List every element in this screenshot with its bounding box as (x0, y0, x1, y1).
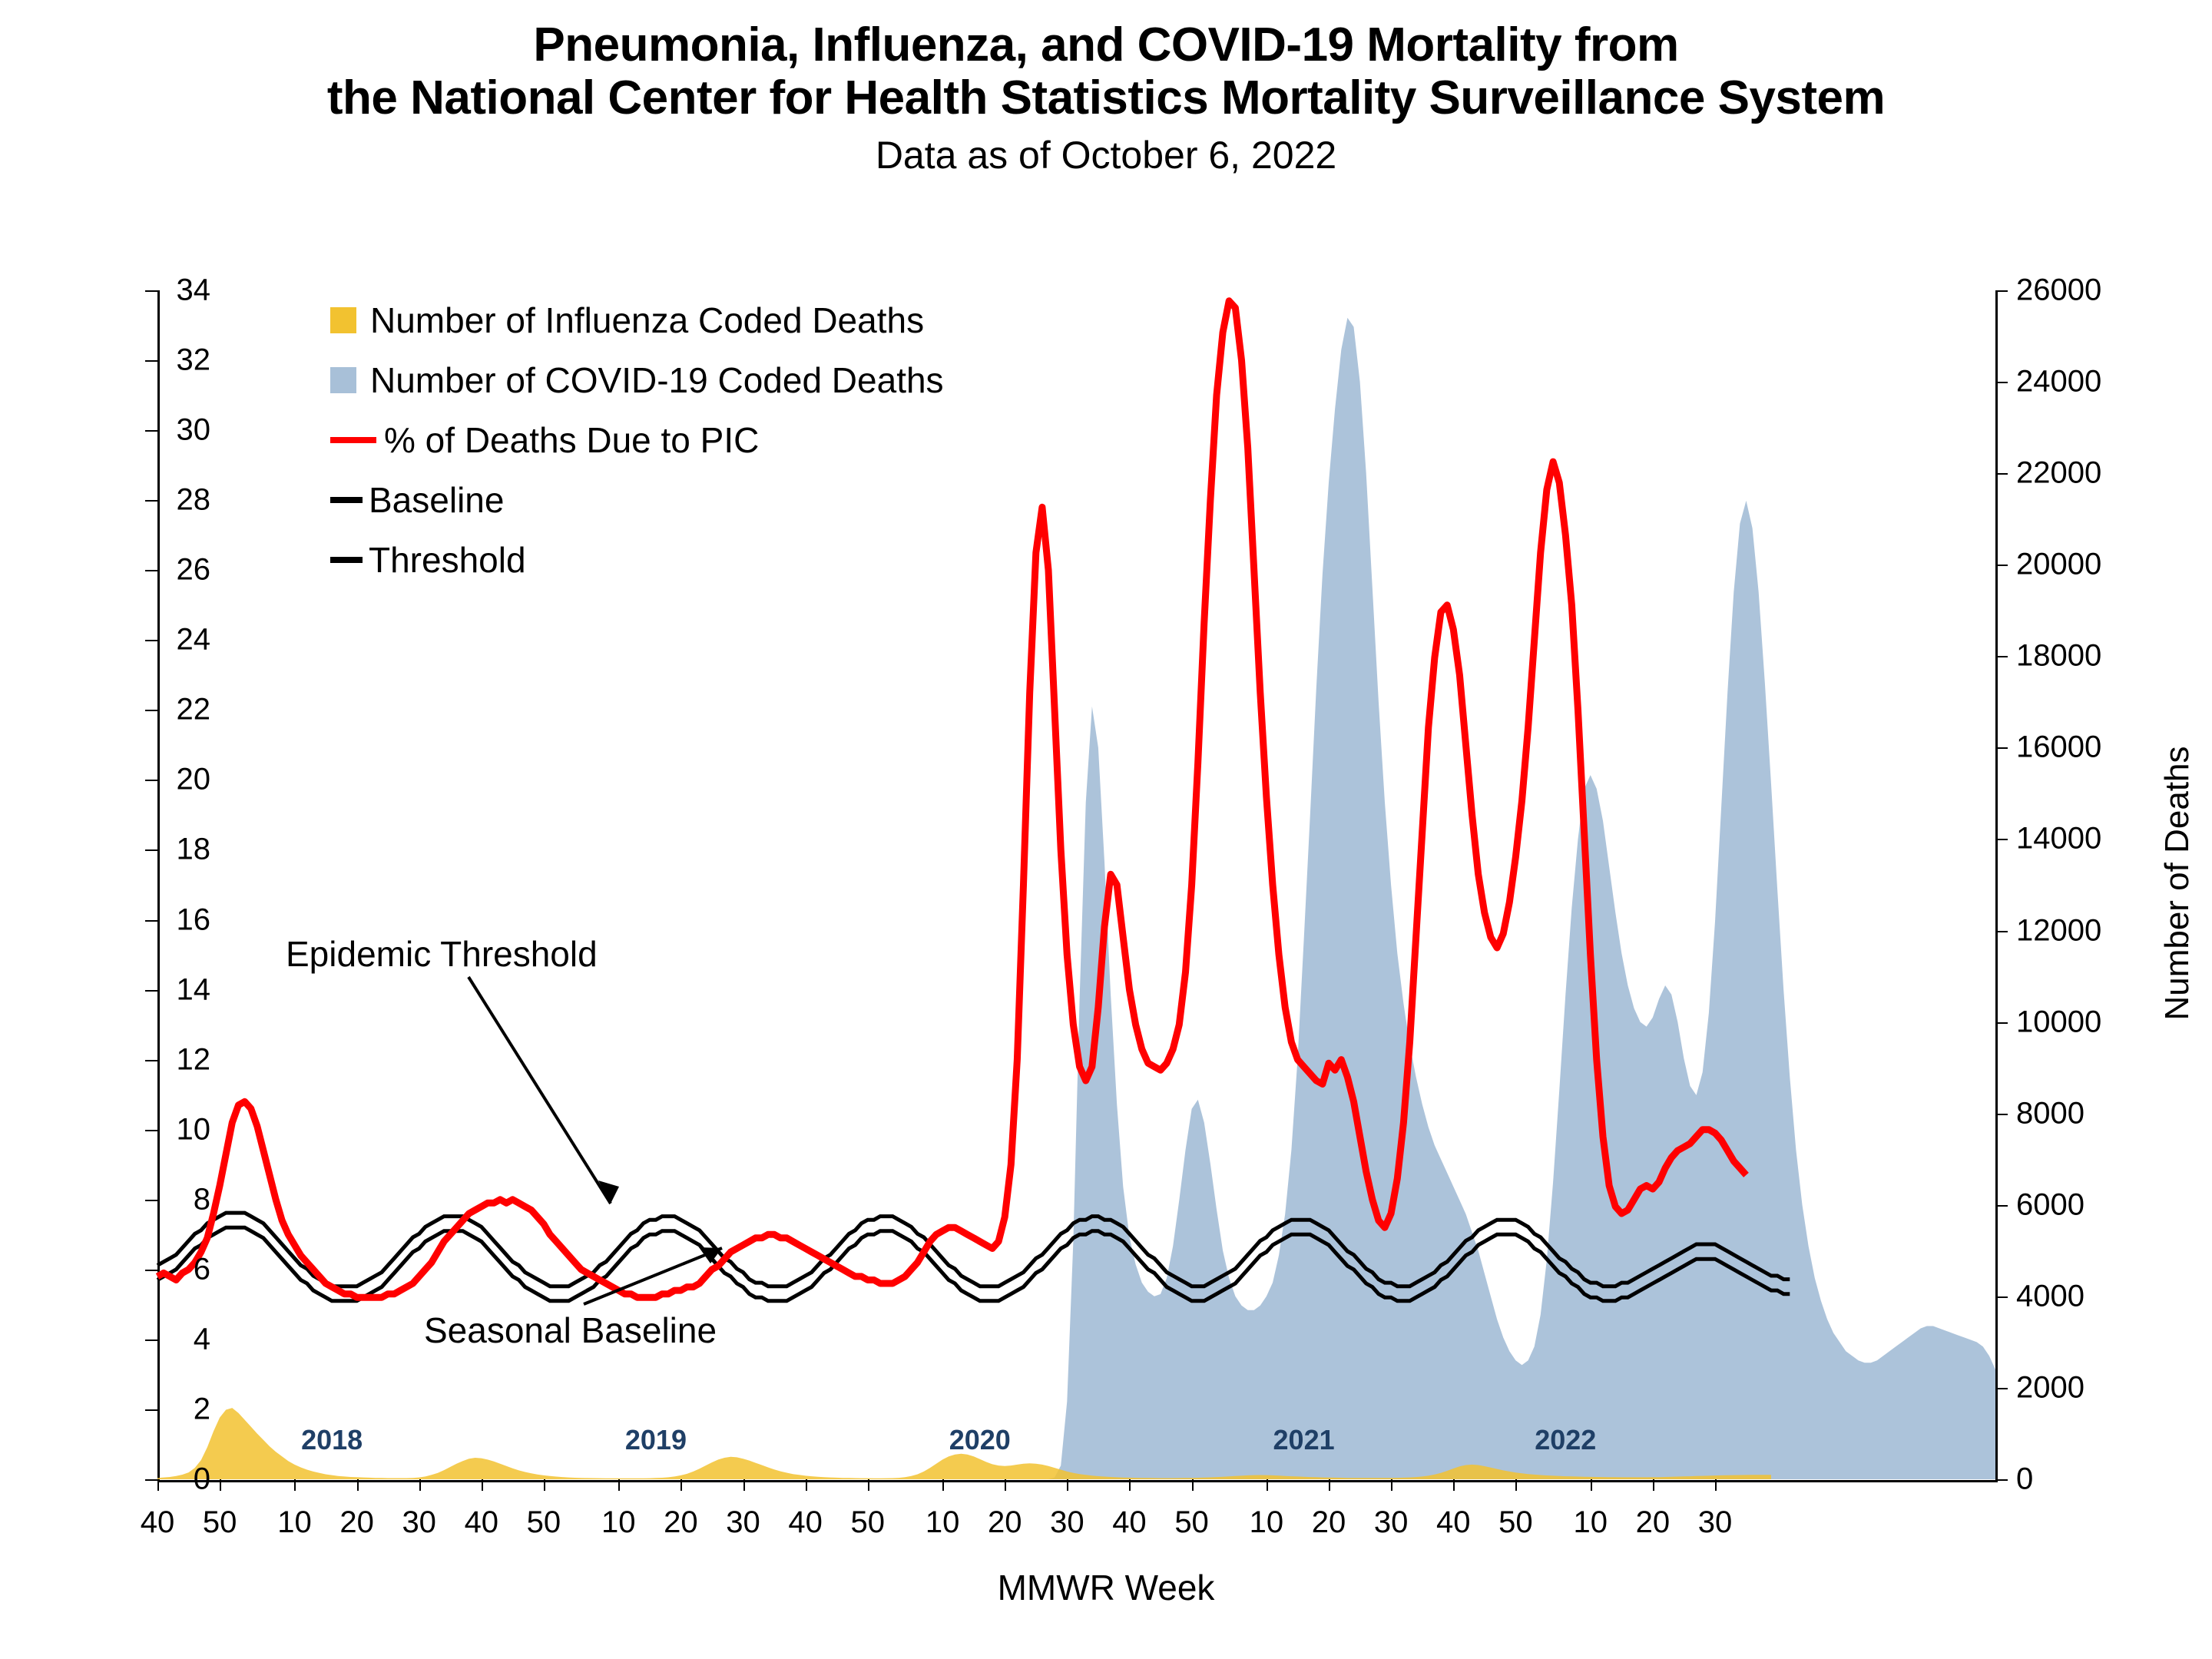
y-tick (145, 1479, 157, 1481)
x-tick-label: 30 (1373, 1505, 1409, 1539)
x-tick-label: 40 (1112, 1505, 1147, 1539)
x-tick-label: 10 (601, 1505, 636, 1539)
page-title-line1: Pneumonia, Influenza, and COVID-19 Mortality from (533, 18, 1679, 71)
y-tick-label-left: 24 (176, 622, 210, 657)
x-tick (1653, 1479, 1654, 1491)
x-tick-label: 10 (925, 1505, 960, 1539)
y-tick-label-left: 30 (176, 412, 210, 447)
x-tick (1005, 1479, 1006, 1491)
y-tick (145, 780, 157, 781)
y-tick-label-right: 10000 (2016, 1005, 2102, 1039)
y-tick (145, 500, 157, 502)
y-tick-label-left: 26 (176, 552, 210, 587)
y-tick-label-right: 8000 (2016, 1096, 2085, 1131)
x-tick-label: 10 (1249, 1505, 1284, 1539)
x-tick (1391, 1479, 1392, 1491)
y-tick (1995, 1296, 2008, 1298)
x-tick-label: 40 (788, 1505, 823, 1539)
year-label: 2019 (624, 1424, 687, 1455)
x-tick (680, 1479, 682, 1491)
y-tick-label-right: 22000 (2016, 455, 2102, 490)
legend-item-covid[interactable] (330, 350, 1022, 410)
y-tick-label-left: 0 (193, 1462, 210, 1496)
y-tick (1995, 931, 2008, 932)
y-tick-label-right: 24000 (2016, 364, 2102, 399)
y-tick-label-right: 4000 (2016, 1279, 2085, 1313)
y-tick (145, 640, 157, 641)
y-tick-label-left: 22 (176, 692, 210, 727)
y-tick-label-right: 18000 (2016, 638, 2102, 673)
x-tick-label: 50 (850, 1505, 885, 1539)
x-tick (1515, 1479, 1517, 1491)
year-label: 2022 (1535, 1424, 1597, 1455)
legend-item-pic[interactable] (330, 410, 1022, 470)
x-tick (220, 1479, 221, 1491)
x-tick (482, 1479, 483, 1491)
y-tick (1995, 290, 2008, 292)
legend-label: Baseline (369, 480, 505, 520)
x-tick-label: 20 (339, 1505, 374, 1539)
page-subtitle: Data as of October 6, 2022 (875, 133, 1337, 177)
y-tick (145, 990, 157, 992)
y-tick-label-left: 6 (193, 1252, 210, 1286)
y-tick (145, 290, 157, 292)
chart-title-block (0, 18, 2212, 179)
x-tick (1067, 1479, 1068, 1491)
y-tick (1995, 1205, 2008, 1207)
y-tick-label-left: 20 (176, 762, 210, 796)
x-tick-label: 20 (1311, 1505, 1346, 1539)
y-tick-label-left: 34 (176, 273, 210, 307)
y-tick (145, 570, 157, 571)
y-tick (145, 1270, 157, 1271)
y-tick (1995, 1114, 2008, 1115)
y-tick (145, 1060, 157, 1061)
y-tick-label-left: 10 (176, 1112, 210, 1147)
y-tick (1995, 839, 2008, 840)
y-tick (145, 430, 157, 432)
y-tick-label-left: 16 (176, 902, 210, 937)
x-tick (294, 1479, 296, 1491)
x-tick (1192, 1479, 1194, 1491)
x-axis-line (157, 1480, 1998, 1482)
x-tick-label: 50 (202, 1505, 237, 1539)
year-label: 2021 (1273, 1424, 1335, 1455)
chart-legend (330, 290, 1022, 590)
baseline-line-icon (330, 497, 363, 503)
x-tick-label: 30 (1050, 1505, 1084, 1539)
y-axis-right-line (1995, 290, 1998, 1482)
y-tick-label-left: 8 (193, 1182, 210, 1217)
x-tick (1591, 1479, 1592, 1491)
y-tick (1995, 565, 2008, 566)
x-tick-label: 20 (987, 1505, 1022, 1539)
x-tick-label: 30 (402, 1505, 436, 1539)
page-title-line2: the National Center for Health Statistics Mortality Surveillance System (326, 71, 1886, 125)
legend-item-threshold[interactable] (330, 530, 1022, 590)
x-tick-label: 40 (464, 1505, 499, 1539)
annotation-seasonal-baseline: Seasonal Baseline (424, 1310, 717, 1350)
legend-label: Threshold (369, 540, 526, 580)
influenza-swatch-icon (330, 307, 356, 333)
y-tick (145, 360, 157, 362)
y-tick-label-left: 32 (176, 343, 210, 377)
y-tick (1995, 656, 2008, 657)
x-tick-label: 10 (1573, 1505, 1608, 1539)
y-tick (145, 710, 157, 711)
y-tick (145, 1130, 157, 1131)
y-tick-label-left: 4 (193, 1322, 210, 1356)
x-tick (1453, 1479, 1455, 1491)
x-tick (868, 1479, 869, 1491)
y-tick (1995, 382, 2008, 383)
x-tick (1329, 1479, 1330, 1491)
y-tick-label-right: 2000 (2016, 1370, 2085, 1405)
pic-line-icon (330, 437, 376, 443)
x-axis-title: MMWR Week (997, 1568, 1215, 1608)
y-tick-label-right: 14000 (2016, 821, 2102, 856)
x-tick (357, 1479, 359, 1491)
covid-swatch-icon (330, 367, 356, 393)
y-tick-label-right: 20000 (2016, 547, 2102, 581)
x-tick (806, 1479, 807, 1491)
x-tick-label: 30 (1697, 1505, 1733, 1539)
y-tick (145, 1339, 157, 1341)
threshold-line-icon (330, 557, 363, 563)
y-tick-label-right: 0 (2016, 1462, 2034, 1496)
y-tick (145, 849, 157, 851)
y-tick (1995, 1388, 2008, 1389)
legend-label: Number of Influenza Coded Deaths (370, 300, 925, 340)
x-tick-label: 20 (664, 1505, 698, 1539)
y-tick-label-left: 18 (176, 832, 210, 866)
x-tick (1129, 1479, 1131, 1491)
x-tick-label: 40 (1436, 1505, 1471, 1539)
y-tick (145, 1200, 157, 1201)
x-tick-label: 50 (526, 1505, 561, 1539)
y-tick (145, 1409, 157, 1411)
y-tick-label-right: 16000 (2016, 730, 2102, 764)
y-tick (145, 920, 157, 922)
legend-label: % of Deaths Due to PIC (384, 420, 760, 460)
x-tick-label: 10 (277, 1505, 312, 1539)
year-label: 2018 (301, 1424, 363, 1455)
x-tick-label: 50 (1498, 1505, 1533, 1539)
y-tick (1995, 1479, 2008, 1481)
x-tick (1715, 1479, 1717, 1491)
x-tick (743, 1479, 745, 1491)
x-tick-label: 30 (726, 1505, 760, 1539)
y-axis-right-title: Number of Deaths (2158, 746, 2196, 1021)
x-tick (1267, 1479, 1268, 1491)
x-tick (544, 1479, 545, 1491)
legend-label: Number of COVID-19 Coded Deaths (370, 360, 944, 400)
y-tick-label-left: 12 (176, 1042, 210, 1077)
y-tick-label-right: 12000 (2016, 913, 2102, 948)
year-label: 2020 (949, 1424, 1011, 1455)
y-tick-label-left: 28 (176, 482, 210, 517)
x-tick (157, 1479, 159, 1491)
y-tick-label-right: 6000 (2016, 1187, 2085, 1222)
y-tick (1995, 1022, 2008, 1024)
x-tick (419, 1479, 421, 1491)
legend-item-baseline[interactable] (330, 470, 1022, 530)
y-tick-label-left: 14 (176, 972, 210, 1007)
legend-item-influenza[interactable] (330, 290, 1022, 350)
y-tick-label-right: 26000 (2016, 273, 2102, 307)
x-tick (942, 1479, 944, 1491)
y-tick-label-left: 2 (193, 1392, 210, 1426)
y-tick (1995, 747, 2008, 749)
x-tick-label: 50 (1174, 1505, 1209, 1539)
x-tick-label: 40 (140, 1505, 175, 1539)
x-tick-label: 20 (1635, 1505, 1671, 1539)
annotation-epidemic-threshold: Epidemic Threshold (286, 934, 598, 974)
y-tick (1995, 473, 2008, 475)
x-tick (618, 1479, 620, 1491)
